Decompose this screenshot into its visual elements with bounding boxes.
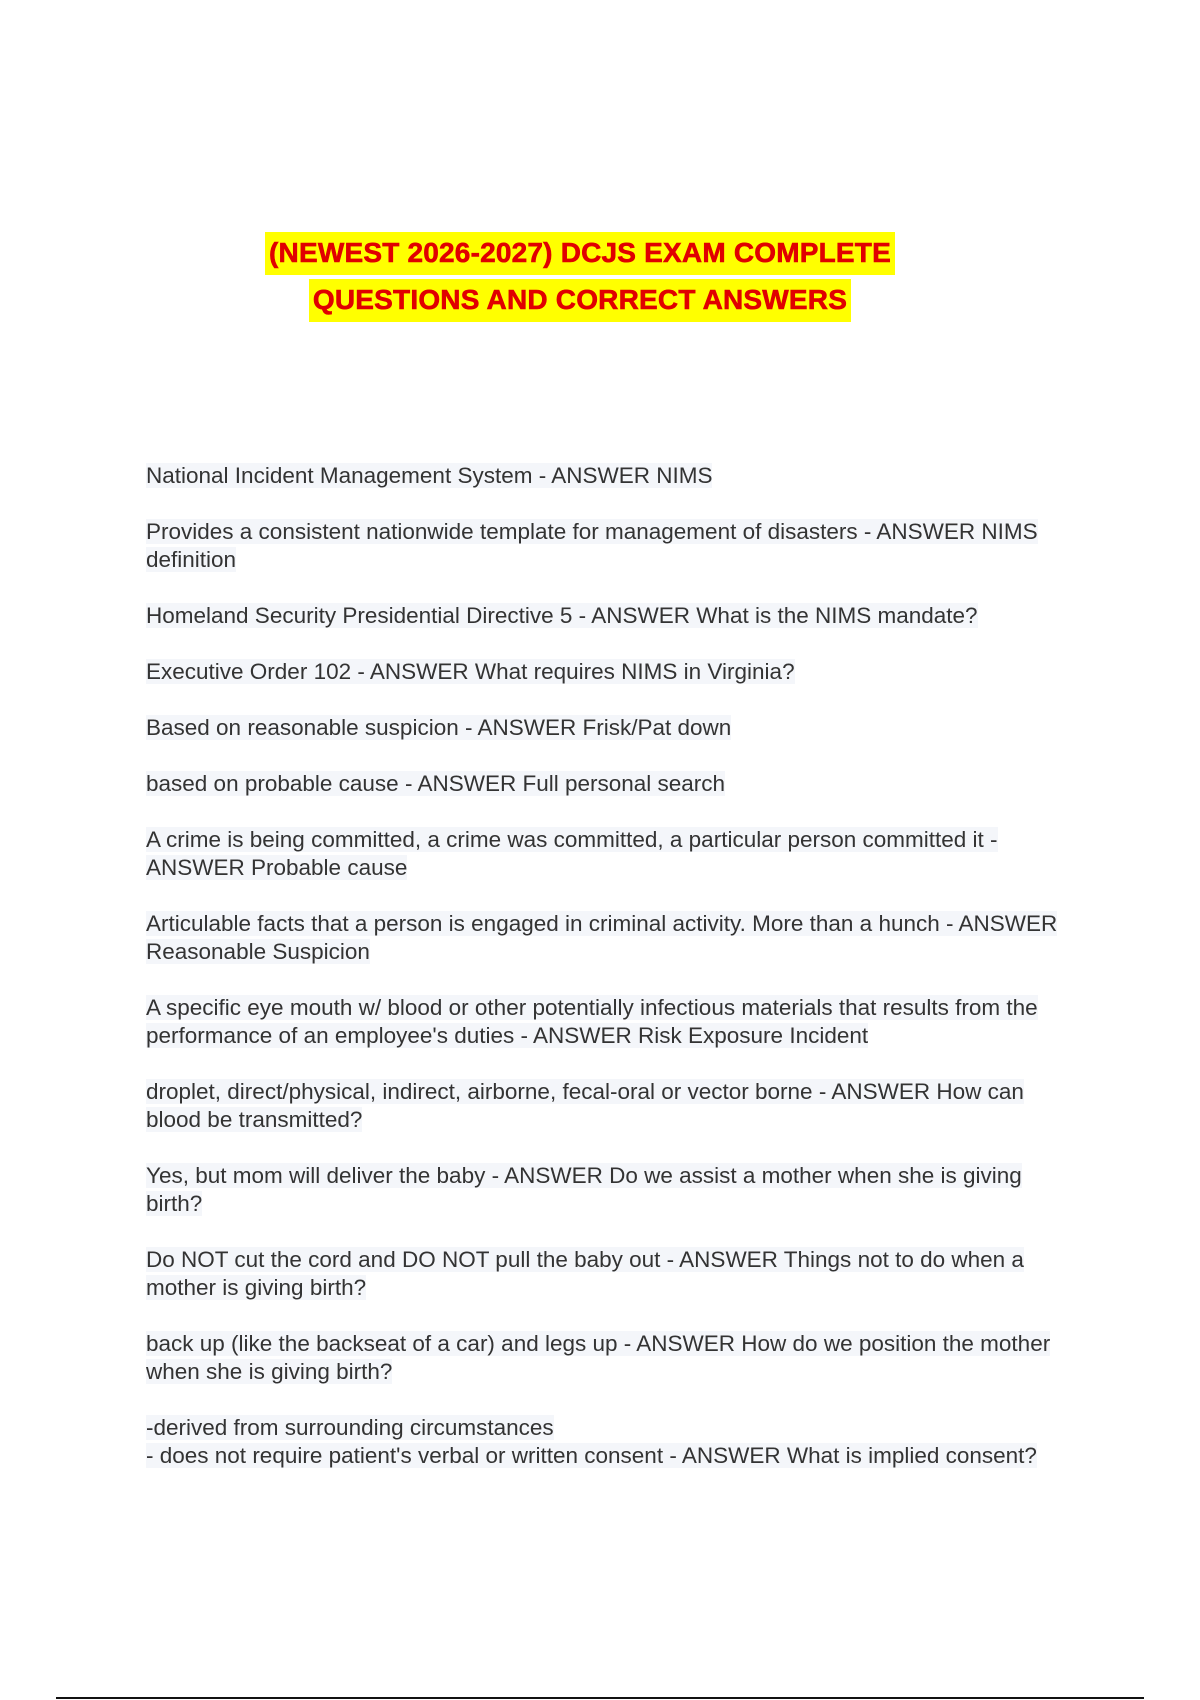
qa-text: Based on reasonable suspicion - ANSWER Frisk/Pat down <box>146 715 732 740</box>
qa-list <box>146 462 1061 1498</box>
qa-text: back up (like the backseat of a car) and legs up - ANSWER How do we position the mother when she is giving birth? <box>146 1331 1051 1384</box>
qa-item <box>146 602 1061 630</box>
qa-item <box>146 1078 1061 1134</box>
qa-item <box>146 826 1061 882</box>
qa-item <box>146 1414 1061 1470</box>
title-line-1: (NEWEST 2026-2027) DCJS EXAM COMPLETE <box>265 232 895 275</box>
qa-text: droplet, direct/physical, indirect, airborne, fecal-oral or vector borne - ANSWER How can blood be transmitted? <box>146 1079 1024 1132</box>
qa-text: Yes, but mom will deliver the baby - ANSWER Do we assist a mother when she is giving birth? <box>146 1163 1022 1216</box>
page-bottom-rule <box>56 1697 1144 1699</box>
qa-text: Articulable facts that a person is engaged in criminal activity. More than a hunch - ANSWER Reasonable Suspicion <box>146 911 1058 964</box>
qa-text: based on probable cause - ANSWER Full personal search <box>146 771 726 796</box>
title-line-2: QUESTIONS AND CORRECT ANSWERS <box>309 279 851 322</box>
qa-item <box>146 518 1061 574</box>
qa-text: A crime is being committed, a crime was committed, a particular person committed it - ANSWER Probable cause <box>146 827 998 880</box>
qa-item <box>146 994 1061 1050</box>
qa-item <box>146 714 1061 742</box>
qa-item <box>146 910 1061 966</box>
qa-text: Homeland Security Presidential Directive 5 - ANSWER What is the NIMS mandate? <box>146 603 978 628</box>
qa-text: National Incident Management System - ANSWER NIMS <box>146 463 713 488</box>
qa-text-line: - does not require patient's verbal or written consent - ANSWER What is implied consent? <box>146 1443 1037 1468</box>
qa-item <box>146 1330 1061 1386</box>
qa-item <box>146 770 1061 798</box>
qa-item <box>146 658 1061 686</box>
qa-text-line: -derived from surrounding circumstances <box>146 1415 554 1440</box>
qa-text: Executive Order 102 - ANSWER What requires NIMS in Virginia? <box>146 659 795 684</box>
qa-item <box>146 1246 1061 1302</box>
qa-item <box>146 462 1061 490</box>
qa-text: Provides a consistent nationwide template for management of disasters - ANSWER NIMS definition <box>146 519 1038 572</box>
qa-item <box>146 1162 1061 1218</box>
qa-text: Do NOT cut the cord and DO NOT pull the baby out - ANSWER Things not to do when a mother is giving birth? <box>146 1247 1024 1300</box>
document-title <box>0 232 1160 322</box>
qa-text: A specific eye mouth w/ blood or other potentially infectious materials that results from the performance of an employee's duties - ANSWER Risk Exposure Incident <box>146 995 1038 1048</box>
